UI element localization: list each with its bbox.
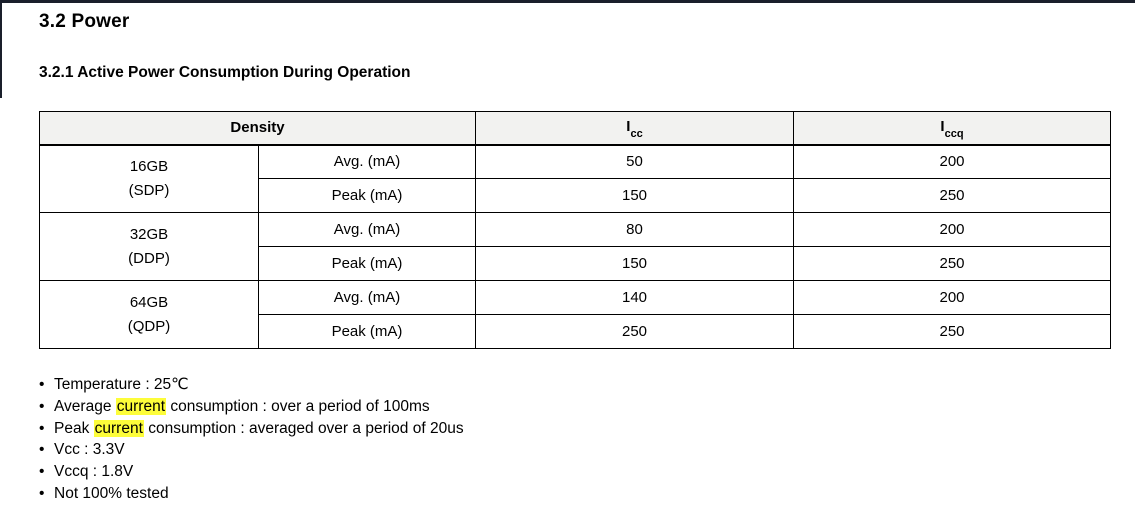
- note-text: Temperature : 25℃: [54, 376, 189, 393]
- table-row: [40, 145, 1111, 179]
- metric-label: Avg. (mA): [259, 145, 476, 179]
- subsection-title: 3.2.1 Active Power Consumption During Operation: [39, 64, 411, 81]
- icc-value: 250: [476, 315, 794, 349]
- bullet-icon: •: [39, 441, 45, 459]
- iccq-value: 250: [794, 315, 1111, 349]
- density-cell-16gb: 16GB (SDP): [40, 145, 259, 213]
- iccq-value: 250: [794, 247, 1111, 281]
- note-temperature: [39, 374, 464, 396]
- iccq-value: 200: [794, 281, 1111, 315]
- density-cell-32gb: 32GB (DDP): [40, 213, 259, 281]
- section-title: 3.2 Power: [39, 11, 130, 32]
- metric-label: Avg. (mA): [259, 213, 476, 247]
- note-vcc: [39, 439, 464, 461]
- icc-value: 150: [476, 179, 794, 213]
- table-header-row: [40, 112, 1111, 145]
- metric-label: Peak (mA): [259, 315, 476, 349]
- note-average-current: [39, 396, 464, 418]
- power-consumption-table: [39, 111, 1111, 349]
- note-text: Peak current consumption : averaged over a period of 20us: [54, 419, 464, 437]
- metric-label: Peak (mA): [259, 247, 476, 281]
- metric-label: Peak (mA): [259, 179, 476, 213]
- col-header-density: Density: [40, 112, 476, 145]
- iccq-value: 250: [794, 179, 1111, 213]
- bullet-icon: •: [39, 376, 45, 393]
- note-peak-current: [39, 418, 464, 440]
- note-text: Not 100% tested: [54, 484, 169, 502]
- icc-value: 80: [476, 213, 794, 247]
- metric-label: Avg. (mA): [259, 281, 476, 315]
- iccq-value: 200: [794, 145, 1111, 179]
- page-top-border: [0, 0, 1135, 3]
- icc-value: 50: [476, 145, 794, 179]
- col-header-iccq: $I_{ccq}$: [794, 112, 1111, 145]
- bullet-icon: •: [39, 463, 45, 481]
- note-text: Vccq : 1.8V: [54, 463, 134, 481]
- col-header-icc: $I_{cc}$: [476, 112, 794, 145]
- note-vccq: [39, 461, 464, 483]
- page-left-border: [0, 0, 2, 98]
- highlight: current: [116, 397, 166, 415]
- bullet-icon: •: [39, 484, 45, 502]
- bullet-icon: •: [39, 419, 45, 437]
- icc-value: 150: [476, 247, 794, 281]
- table-row: [40, 281, 1111, 315]
- notes-list: [39, 374, 464, 505]
- highlight: current: [94, 419, 143, 437]
- note-text: Vcc : 3.3V: [54, 441, 125, 459]
- icc-value: 140: [476, 281, 794, 315]
- note-text: Average current consumption : over a period of 100ms: [54, 397, 430, 415]
- bullet-icon: •: [39, 397, 45, 415]
- iccq-value: 200: [794, 213, 1111, 247]
- density-cell-64gb: 64GB (QDP): [40, 281, 259, 349]
- table-row: [40, 213, 1111, 247]
- note-not-tested: [39, 483, 464, 505]
